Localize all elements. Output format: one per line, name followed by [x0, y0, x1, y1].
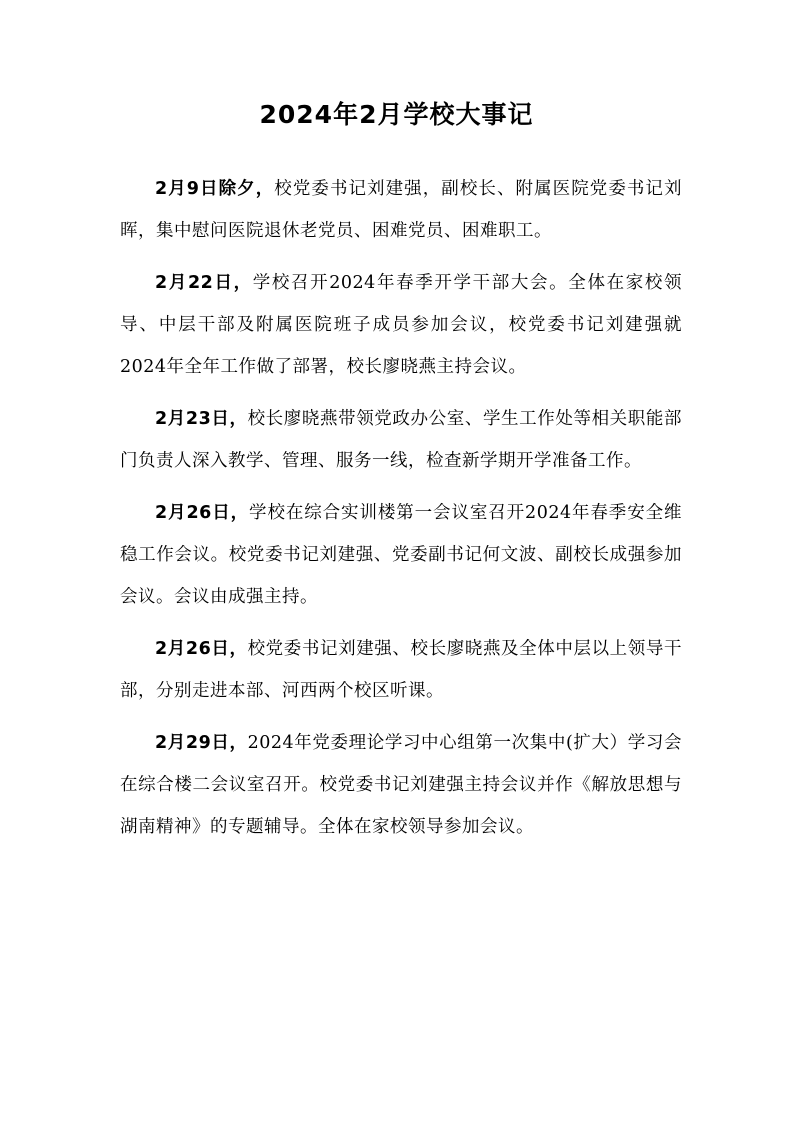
event-date: 2月23日， — [155, 409, 248, 429]
event-date: 2月22日， — [155, 273, 253, 293]
event-date: 2月26日， — [155, 639, 248, 659]
page-title: 2024年2月学校大事记 — [259, 100, 534, 129]
event-entry — [120, 398, 682, 482]
event-list — [120, 168, 682, 858]
event-entry — [120, 262, 682, 388]
event-entry — [120, 492, 682, 618]
event-date: 2月29日， — [155, 733, 248, 753]
event-entry — [120, 168, 682, 252]
event-text: 校党委书记刘建强，副校长、附属医院党委书记刘晖，集中慰问医院退休老党员、困难党员、困难职工。 — [120, 179, 682, 241]
event-text: 校长廖晓燕带领党政办公室、学生工作处等相关职能部门负责人深入教学、管理、服务一线，检查新学期开学准备工作。 — [120, 409, 682, 471]
event-text: 学校召开2024年春季开学干部大会。全体在家校领导、中层干部及附属医院班子成员参加会议，校党委书记刘建强就2024年全年工作做了部署，校长廖晓燕主持会议。 — [120, 273, 682, 377]
event-date: 2月26日， — [155, 503, 250, 523]
event-entry — [120, 722, 682, 848]
event-text: 校党委书记刘建强、校长廖晓燕及全体中层以上领导干部，分别走进本部、河西两个校区听课。 — [120, 639, 682, 701]
event-date: 2月9日除夕， — [155, 179, 275, 199]
event-entry — [120, 628, 682, 712]
event-text: 2024年党委理论学习中心组第一次集中(扩大）学习会在综合楼二会议室召开。校党委书记刘建强主持会议并作《解放思想与湖南精神》的专题辅导。全体在家校领导参加会议。 — [120, 733, 682, 837]
event-text: 学校在综合实训楼第一会议室召开2024年春季安全维稳工作会议。校党委书记刘建强、党委副书记何文波、副校长成强参加会议。会议由成强主持。 — [120, 503, 682, 607]
